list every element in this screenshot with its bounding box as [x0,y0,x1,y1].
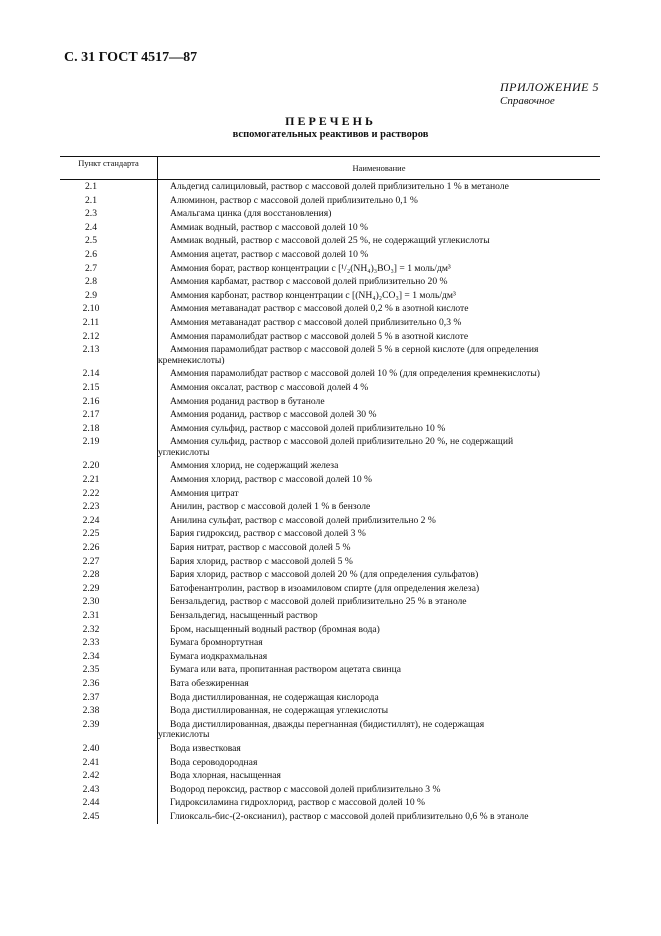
row-name [158,514,600,528]
row-name [158,302,600,316]
row-name [158,582,600,596]
row-name-text: Бария хлорид, раствор с массовой долей 5 % [170,555,353,567]
row-number: 2.4 [85,221,97,233]
row-number: 2.15 [82,381,100,393]
row-name [158,568,600,582]
table-row [85,275,600,289]
row-name-text: Вода дистиллированная, дважды перегнанная (бидистиллят), не содержащая [170,718,485,730]
table-row [82,555,600,569]
row-name-text: Аммония ацетат, раствор с массовой долей 10 % [170,248,369,260]
row-name [158,275,600,289]
row-number: 2.25 [82,528,100,540]
row-name-continuation: углекислоты [158,729,210,741]
table-row [82,381,600,395]
table-row [82,473,600,487]
row-name [158,367,600,381]
row-number: 2.27 [82,555,100,567]
row-name [158,435,600,459]
row-number: 2.14 [82,368,100,380]
row-name [158,408,600,422]
table-row [82,500,600,514]
row-name [158,783,600,797]
table-row [82,514,600,528]
row-name [158,769,600,783]
row-name-text: Алюминон, раствор с массовой долей приблизительно 0,1 % [170,194,418,206]
row-number: 2.9 [85,289,97,301]
table-row [82,422,600,436]
table-row [82,663,600,677]
table-row [82,487,600,501]
row-name-text: Аммония парамолибдат раствор с массовой долей 5 % в серной кислоте (для определения [170,344,539,356]
row-number: 2.1 [85,194,97,206]
row-number: 2.33 [82,637,100,649]
row-name-text: Бария гидроксид, раствор с массовой долей 3 % [170,528,366,540]
row-number: 2.19 [82,436,100,448]
row-name-text: Аммония оксалат, раствор с массовой долей 4 % [170,381,369,393]
table-row [82,796,600,810]
row-name-text: Бром, насыщенный водный раствор (бромная вода) [170,623,380,635]
row-number: 2.3 [85,208,97,220]
row-name [158,180,600,194]
row-name [158,704,600,718]
row-number: 2.31 [82,610,100,621]
column-header-number: Пункт стандарта [78,158,139,168]
table-row [82,330,600,344]
row-name-text: Аммиак водный, раствор с массовой долей 25 %, не содержащий углекислоты [170,235,490,247]
row-name-text: Аммония хлорид, не содержащий железа [170,460,339,472]
row-name [158,381,600,395]
table-row [82,677,600,691]
row-name [158,756,600,770]
row-name-text: Аммония метаванадат раствор с массовой долей 0,2 % в азотной кислоте [170,303,469,315]
row-number: 2.35 [82,664,100,676]
row-name-text: Амальгама цинка (для восстановления) [170,208,332,220]
row-name [158,650,600,664]
row-number: 2.24 [82,514,100,526]
row-name [158,623,600,637]
row-number: 2.41 [82,756,100,768]
appendix-label: ПРИЛОЖЕНИЕ 5 [500,80,599,94]
table-row [82,742,600,756]
row-name [158,500,600,514]
row-name [158,718,600,742]
row-name-text: Аммония цитрат [170,487,239,499]
row-name-text: Аммония карбамат, раствор с массовой долей приблизительно 20 % [170,276,448,288]
row-name-text: Бумага иодкрахмальная [170,650,268,662]
table-row [85,194,600,208]
row-number: 2.11 [82,316,100,328]
table-row [82,691,600,705]
row-name-text: Батофенантролин, раствор в изоамиловом спирте (для определения железа) [170,582,480,594]
row-name [158,595,600,609]
table-row [82,541,600,555]
row-number: 2.10 [82,303,100,315]
row-name-text: Аммония карбонат, раствор концентрации c [(NH₄)₂CO₃] = 1 моль/дм³ [170,289,456,301]
row-name [158,262,600,276]
table-row [85,180,600,194]
table-row [85,262,600,276]
table-row [82,527,600,541]
page-header: С. 31 ГОСТ 4517—87 [64,50,198,65]
table-row [85,221,600,235]
row-name [158,248,600,262]
row-name [158,289,600,303]
row-name-text: Гидроксиламина гидрохлорид, раствор с массовой долей 10 % [170,797,426,809]
table-row [82,718,600,742]
table-row [82,783,600,797]
table-row [82,769,600,783]
row-name [158,207,600,221]
row-number: 2.45 [82,810,100,822]
row-name-continuation: углекислоты [158,446,210,458]
row-number: 2.16 [82,395,100,407]
row-name [158,221,600,235]
table-row [82,435,600,459]
row-name [158,234,600,248]
table-body [82,180,600,824]
table-row [85,248,600,262]
table-row [82,582,600,596]
row-name [158,194,600,208]
row-number: 2.8 [85,276,97,288]
row-number: 2.7 [85,262,97,274]
table-row [82,810,600,824]
table-row [82,408,600,422]
table-row [82,367,600,381]
row-name-text: Вода хлорная, насыщенная [170,770,281,782]
row-name [158,473,600,487]
row-name [158,459,600,473]
row-number: 2.40 [82,742,100,754]
table-row [82,595,600,609]
table-row [82,568,600,582]
column-header-name: Наименование [157,157,600,179]
row-name-text: Аммиак водный, раствор с массовой долей 10 % [170,221,369,233]
row-name [158,330,600,344]
row-name-text: Аммония сульфид, раствор с массовой долей приблизительно 10 % [170,422,446,434]
reagents-table [60,156,600,824]
table-row [85,289,600,303]
row-number: 2.23 [82,501,100,513]
document-subtitle: вспомогательных реактивов и растворов [232,129,429,140]
row-name-text: Аммония хлорид, раствор с массовой долей 10 % [170,474,373,486]
table-row [82,609,600,623]
row-name [158,742,600,756]
row-name [158,636,600,650]
appendix-label-block [500,80,599,107]
row-name-text: Глиоксаль-бис-(2-оксианил), раствор с массовой долей приблизительно 0,6 % в этаноле [170,810,529,822]
table-row [82,316,600,330]
row-number: 2.26 [82,542,100,554]
row-name-text: Бумага или вата, пропитанная раствором ацетата свинца [170,664,401,676]
row-number: 2.1 [85,181,97,192]
row-name [158,343,600,367]
table-row [82,459,600,473]
row-number: 2.29 [82,582,100,594]
table-row [82,650,600,664]
row-name-text: Аммония роданид, раствор с массовой долей 30 % [170,409,377,421]
row-name-text: Анилина сульфат, раствор с массовой долей приблизительно 2 % [170,514,436,526]
table-row [82,302,600,316]
row-number: 2.36 [82,677,100,689]
row-name-text: Вода дистиллированная, не содержащая кислорода [170,691,379,703]
row-number: 2.37 [82,691,100,703]
row-name [158,691,600,705]
row-name [158,316,600,330]
row-number: 2.5 [85,235,97,247]
row-number: 2.22 [82,487,100,499]
row-number: 2.17 [82,409,100,421]
table-row [82,704,600,718]
row-number: 2.44 [82,797,100,809]
row-name [158,487,600,501]
row-number: 2.12 [82,330,100,342]
row-name-text: Водород пероксид, раствор с массовой долей приблизительно 3 % [170,783,441,795]
table-row [82,395,600,409]
row-number: 2.21 [82,474,100,486]
row-name-text: Вата обезжиренная [170,677,249,689]
row-name [158,422,600,436]
table-row [82,623,600,637]
row-name [158,677,600,691]
row-name-text: Аммония парамолибдат раствор с массовой долей 10 % (для определения кремнекислоты) [170,368,541,380]
row-name [158,555,600,569]
appendix-kind: Справочное [500,95,555,107]
row-name-text: Аммония сульфид, раствор с массовой долей приблизительно 20 %, не содержащий [170,436,514,448]
row-name-text: Аммония борат, раствор концентрации c [¹/₂(NH₄)₃BO₃] = 1 моль/дм³ [170,262,451,274]
table-row [82,636,600,650]
table-row [82,756,600,770]
row-name-text: Вода сероводородная [170,756,258,768]
row-name-text: Бария нитрат, раствор с массовой долей 5 % [170,542,351,554]
row-name [158,609,600,623]
table-row [85,234,600,248]
row-name-text: Аммония метаванадат раствор с массовой долей приблизительно 0,3 % [170,316,462,328]
row-number: 2.39 [82,718,100,730]
row-name [158,527,600,541]
row-name [158,810,600,824]
row-name-continuation: кремнекислоты) [158,354,225,366]
row-name-text: Вода дистиллированная, не содержащая углекислоты [170,705,389,717]
table-row [85,207,600,221]
row-name-text: Бумага бромнортутная [170,637,263,649]
row-number: 2.6 [85,248,97,260]
row-name [158,541,600,555]
row-number: 2.38 [82,705,100,717]
row-number: 2.13 [82,344,100,356]
row-name-text: Бензальдегид, насыщенный раствор [170,610,318,621]
row-name [158,395,600,409]
row-name-text: Аммония роданид раствор в бутаноле [170,395,325,407]
row-number: 2.20 [82,460,100,472]
row-number: 2.28 [82,569,100,581]
table-row [82,343,600,367]
row-name-text: Бензальдегид, раствор с массовой долей приблизительно 25 % в этаноле [170,596,467,608]
row-name-text: Аммония парамолибдат раствор с массовой долей 5 % в азотной кислоте [170,330,469,342]
row-name-text: Бария хлорид, раствор с массовой долей 20 % (для определения сульфатов) [170,569,479,581]
row-name [158,663,600,677]
row-name-text: Анилин, раствор с массовой долей 1 % в бензоле [170,501,371,513]
row-name-text: Альдегид салициловый, раствор с массовой долей приблизительно 1 % в метаноле [170,181,509,192]
row-number: 2.30 [82,596,100,608]
table-header [60,156,600,180]
document-title: ПЕРЕЧЕНЬ [285,114,376,128]
row-name-text: Вода известковая [170,742,241,754]
row-number: 2.42 [82,770,100,782]
row-name [158,796,600,810]
row-number: 2.32 [82,623,100,635]
row-number: 2.43 [82,783,100,795]
row-number: 2.18 [82,422,100,434]
row-number: 2.34 [82,650,100,662]
